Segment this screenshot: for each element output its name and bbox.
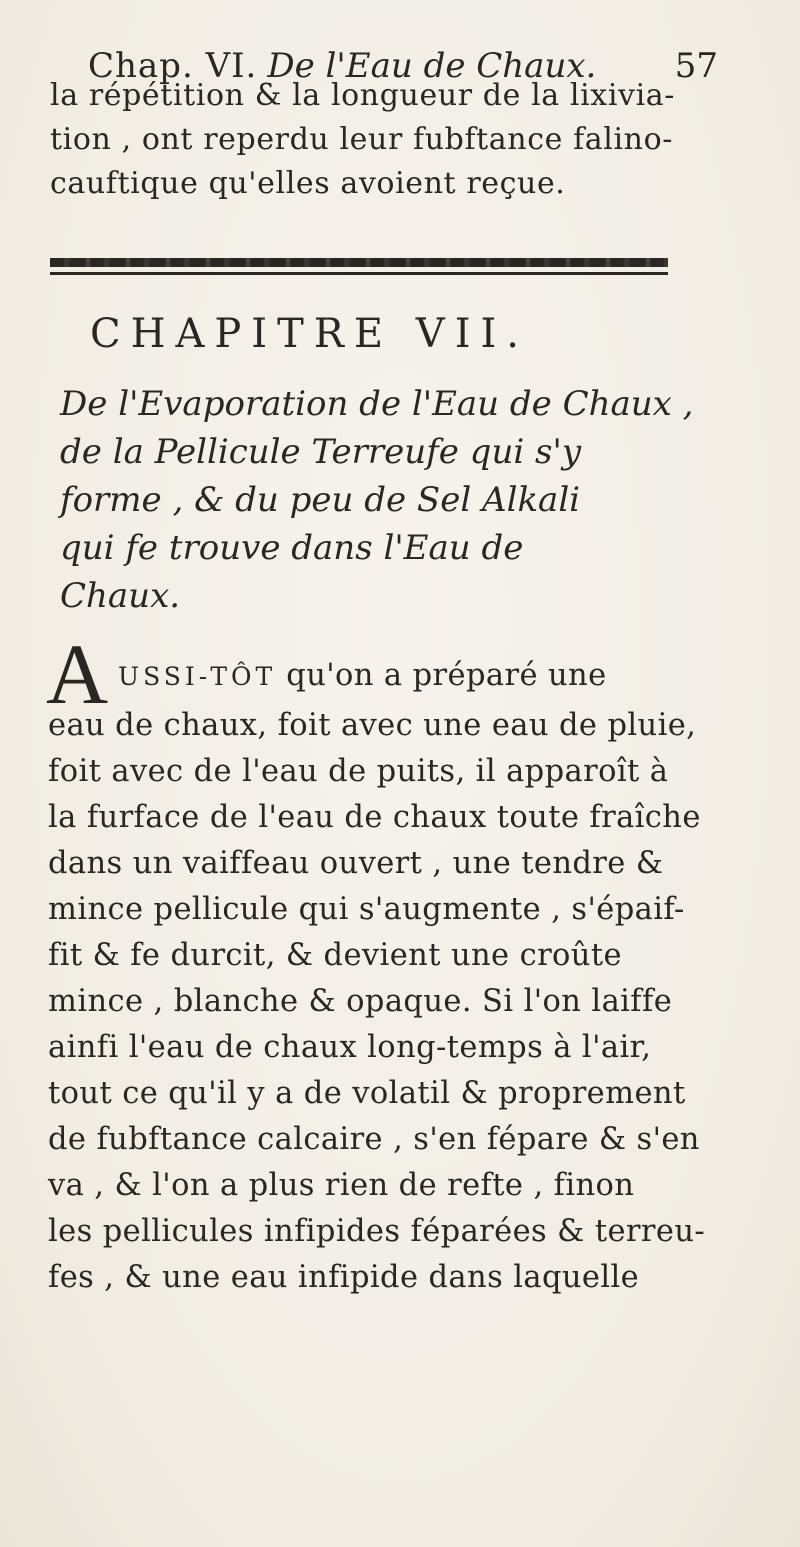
chapter-subtitle-line: forme , & du peu de Sel Alkali bbox=[60, 480, 581, 520]
continuation-line: la répétition & la longueur de la lixivia- bbox=[50, 78, 675, 113]
body-line: foit avec de l'eau de puits, il apparoît à bbox=[48, 754, 669, 789]
chapter-subtitle-line: De l'Evaporation de l'Eau de Chaux , bbox=[60, 384, 694, 424]
chapter-subtitle-line: qui fe trouve dans l'Eau de bbox=[60, 528, 524, 568]
body-line: eau de chaux, foit avec une eau de pluie, bbox=[48, 708, 697, 743]
divider-rule bbox=[50, 272, 668, 275]
running-head-subtitle: De l'Eau de Chaux. bbox=[267, 46, 597, 86]
body-first-line bbox=[118, 658, 678, 693]
chapter-heading: CHAPITRE VII. bbox=[90, 311, 530, 357]
continuation-line: tion , ont reperdu leur fubftance falino- bbox=[50, 122, 674, 157]
body-line: va , & l'on a plus rien de refte , finon bbox=[48, 1168, 635, 1203]
body-line: mince , blanche & opaque. Si l'on laiffe bbox=[48, 984, 673, 1019]
body-line: ainfi l'eau de chaux long-temps à l'air, bbox=[48, 1030, 652, 1065]
chapter-subtitle-line: Chaux. bbox=[60, 576, 181, 616]
running-head-chapter: Chap. VI. bbox=[88, 46, 258, 86]
ornamental-rule bbox=[50, 258, 668, 267]
continuation-line: cauftique qu'elles avoient reçue. bbox=[50, 166, 566, 201]
chapter-subtitle-line: de la Pellicule Terreufe qui s'y bbox=[60, 432, 582, 472]
body-line: la furface de l'eau de chaux toute fraîche bbox=[48, 800, 701, 835]
body-line: fes , & une eau infipide dans laquelle bbox=[48, 1260, 640, 1295]
body-line: les pellicules infipides féparées & terreu- bbox=[48, 1214, 706, 1249]
body-line: tout ce qu'il y a de volatil & proprement bbox=[48, 1076, 686, 1111]
first-line-text: qu'on a préparé une bbox=[276, 658, 607, 693]
drop-cap: A bbox=[46, 626, 109, 722]
body-line: fit & fe durcit, & devient une croûte bbox=[48, 938, 622, 973]
body-line: dans un vaiffeau ouvert , une tendre & bbox=[48, 846, 664, 881]
small-caps-opening: USSI-TÔT bbox=[118, 662, 277, 691]
page-number: 57 bbox=[674, 46, 718, 86]
body-line: de fubftance calcaire , s'en fépare & s'en bbox=[48, 1122, 700, 1157]
body-line: mince pellicule qui s'augmente , s'épaif- bbox=[48, 892, 685, 927]
